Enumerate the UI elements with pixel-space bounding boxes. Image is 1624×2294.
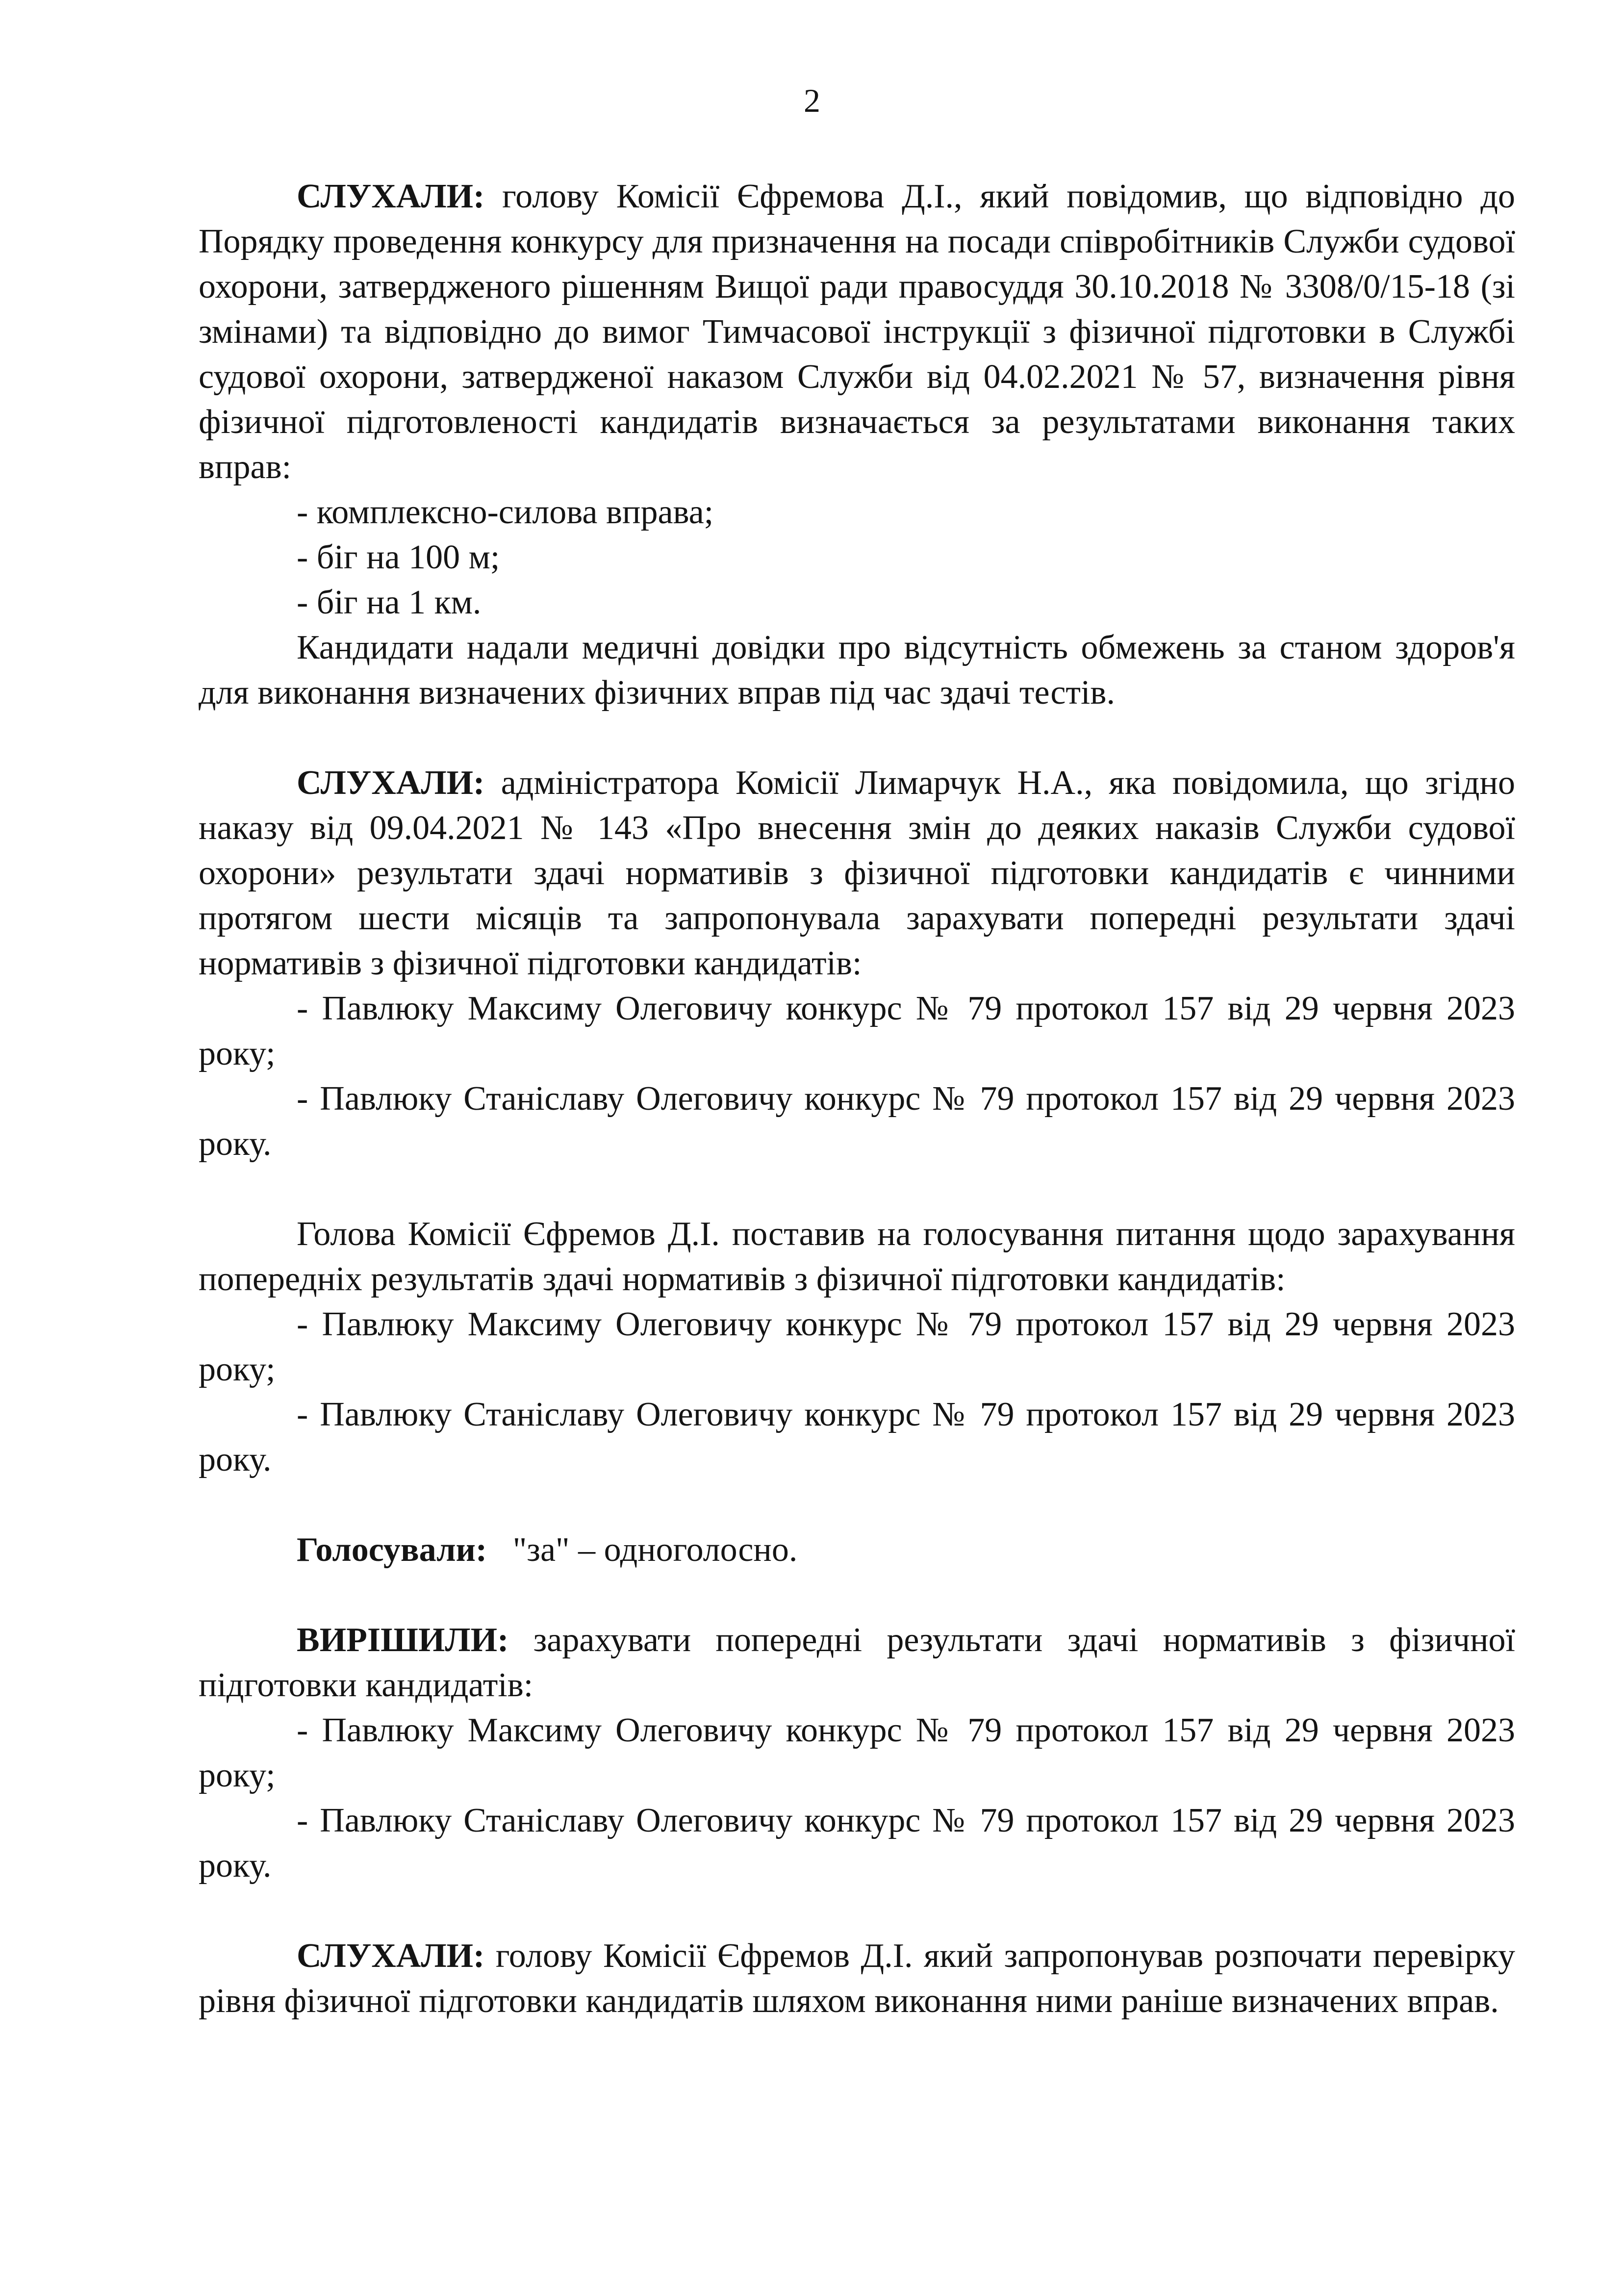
section-lead: СЛУХАЛИ: — [297, 764, 485, 802]
page-number: 2 — [804, 82, 820, 119]
spacer — [199, 1888, 1515, 1934]
section-lead: Голосували: — [297, 1531, 487, 1569]
section-text: "за" – одноголосно. — [487, 1531, 798, 1569]
list-item: - комплексно-силова вправа; — [297, 493, 714, 531]
list-item: - Павлюку Максиму Олеговичу конкурс № 79 протокол 157 від 29 червня 2023 року; — [199, 1305, 1515, 1388]
section-lead: СЛУХАЛИ: — [297, 1937, 485, 1975]
section-vote-proposal: Голова Комісії Єфремов Д.І. поставив на голосування питання щодо зарахування попередніх результатів здачі нормативів з фізичної підготовки кандидатів: — [199, 1215, 1515, 1298]
section-lead: СЛУХАЛИ: — [297, 178, 485, 215]
section-heard-chairman — [199, 174, 1515, 490]
section-text: голову Комісії Єфремов Д.І. який запропонував розпочати перевірку рівня фізичної підготовки кандидатів шляхом виконання ними раніше визначених вправ. — [199, 1937, 1515, 2020]
list-item: - біг на 100 м; — [297, 538, 500, 576]
spacer — [199, 1482, 1515, 1528]
list-item: - Павлюку Станіславу Олеговичу конкурс № 79 протокол 157 від 29 червня 2023 року. — [199, 1802, 1515, 1885]
document-body — [199, 174, 1515, 2024]
list-item: - біг на 1 км. — [297, 584, 482, 621]
spacer — [199, 715, 1515, 761]
list-item: - Павлюку Максиму Олеговичу конкурс № 79 протокол 157 від 29 червня 2023 року; — [199, 990, 1515, 1072]
section-voted — [199, 1528, 1515, 1573]
list-item: - Павлюку Максиму Олеговичу конкурс № 79 протокол 157 від 29 червня 2023 року; — [199, 1711, 1515, 1794]
section-text: адміністратора Комісії Лимарчук Н.А., яка повідомила, що згідно наказу від 09.04.2021 № 143 «Про внесення змін до деяких наказів Служби судової охорони» результати здачі нормативів з фізичної підготовки кандидатів є чинними протягом шести місяців та запропонувала зарахувати попередні результати здачі нормативів з фізичної підготовки кандидатів: — [199, 764, 1515, 982]
section-heard-administrator — [199, 761, 1515, 986]
list-item: - Павлюку Станіславу Олеговичу конкурс № 79 протокол 157 від 29 червня 2023 року. — [199, 1080, 1515, 1163]
section-closing: Кандидати надали медичні довідки про відсутність обмежень за станом здоров'я для виконання визначених фізичних вправ під час здачі тестів. — [199, 629, 1515, 712]
spacer — [199, 1167, 1515, 1212]
list-item: - Павлюку Станіславу Олеговичу конкурс № 79 протокол 157 від 29 червня 2023 року. — [199, 1396, 1515, 1478]
section-heard-chairman-proposal — [199, 1934, 1515, 2024]
section-decided — [199, 1618, 1515, 1708]
section-lead: ВИРІШИЛИ: — [297, 1621, 509, 1659]
section-text: зарахувати попередні результати здачі нормативів з фізичної підготовки кандидатів: — [199, 1621, 1515, 1704]
section-text: голову Комісії Єфремова Д.І., який повідомив, що відповідно до Порядку проведення конкурсу для призначення на посади співробітників Служби судової охорони, затвердженого рішенням Вищої ради правосуддя 30.10.2018 № 3308/0/15-18 (зі змінами) та відповідно до вимог Тимчасової інструкції з фізичної підготовки в Службі судової охорони, затвердженої наказом Служби від 04.02.2021 № 57, визначення рівня фізичної підготовленості кандидатів визначається за результатами виконання таких вправ: — [199, 178, 1515, 486]
spacer — [199, 1573, 1515, 1618]
